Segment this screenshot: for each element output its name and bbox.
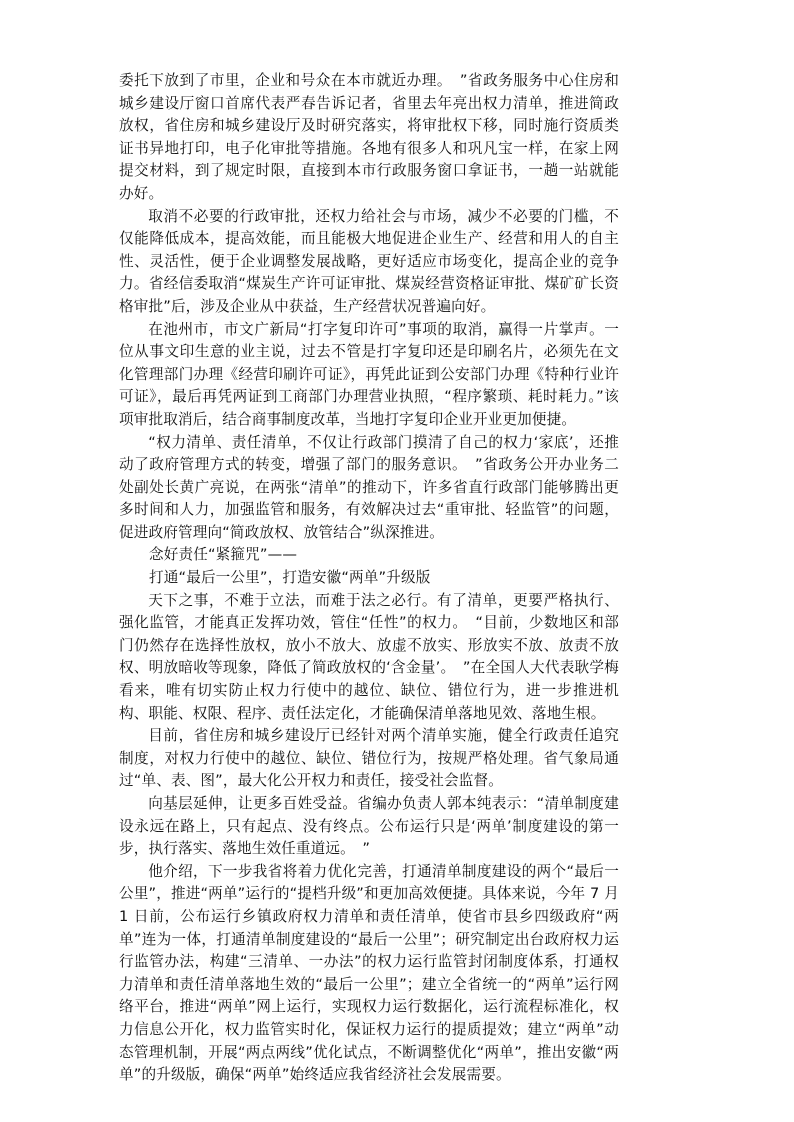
paragraph-1: 委托下放到了市里，企业和号众在本市就近办理。 ”省政务服务中心住房和城乡建设厅窗口首席代表严春告诉记者，省里去年亮出权力清单，推进简政放权，省住房和城乡建设厅及时研究落实，将审批权下移，同时施行资质类证书异地打印，电子化审批等措施。各地有很多人和巩凡宝一样，在家上网提交材料，到了规定时限，直接到本市行政服务窗口拿证书，一趟一站就能办好。: [119, 72, 619, 202]
paragraph-2: 取消不必要的行政审批，还权力给社会与市场，减少不必要的门槛，不仅能降低成本，提高效能，而且能极大地促进企业生产、经营和用人的自主性、灵活性，便于企业调整发展战略，更好适应市场变化，提高企业的竞争力。省经信委取消“煤炭生产许可证审批、煤炭经营资格证审批、煤矿矿长资格审批”后，涉及企业从中获益，生产经营状况普遍向好。: [119, 207, 619, 315]
paragraph-7: 向基层延伸，让更多百姓受益。省编办负责人郭本纯表示：“清单制度建设永远在路上，只有起点、没有终点。公布运行只是‘两单’制度建设的第一步，执行落实、落地生效任重道远。 ”: [119, 795, 619, 858]
document-page: [119, 70, 619, 1087]
section-subheading: 打通“最后一公里”，打造安徽“两单”升级版: [149, 569, 431, 587]
paragraph-6: 目前，省住房和城乡建设厅已经针对两个清单实施，健全行政责任追究制度，对权力行使中的越位、缺位、错位行为，按规严格处理。省气象局通过“单、表、图”，最大化公开权力和责任，接受社会监督。: [119, 727, 619, 790]
paragraph-3: 在池州市，市文广新局“打字复印许可”事项的取消，赢得一片掌声。一位从事文印生意的业主说，过去不管是打字复印还是印刷名片，必须先在文化管理部门办理《经营印刷许可证》，再凭此证到公安部门办理《特种行业许可证》，最后再凭两证到工商部门办理营业执照，“程序繁琐、耗时耗力。”该项审批取消后，结合商事制度改革，当地打字复印企业开业更加便捷。: [119, 320, 619, 428]
paragraph-5: 天下之事，不难于立法，而难于法之必行。有了清单，更要严格执行、强化监管，才能真正发挥功效，管住“任性”的权力。 “目前，少数地区和部门仍然存在选择性放权，放小不放大、放虚不放实、形放实不放、放责不放权、明放暗收等现象，降低了简政放权的‘含金量’。 ”在全国人大代表耿学梅看来，唯有切实防止权力行使中的越位、缺位、错位行为，进一步推进机构、职能、权限、程序、责任法定化，才能确保清单落地见效、落地生根。: [119, 591, 619, 722]
section-heading: 念好责任“紧箍咒”——: [149, 546, 298, 564]
paragraph-4: “权力清单、责任清单，不仅让行政部门摸清了自己的权力‘家底’，还推动了政府管理方式的转变，增强了部门的服务意识。 ”省政务公开办业务二处副处长黄广亮说，在两张“清单”的推动下，许多省直行政部门能够腾出更多时间和人力，加强监管和服务，有效解决过去“重审批、轻监管”的问题，促进政府管理向“简政放权、放管结合”纵深推进。: [119, 433, 619, 541]
paragraph-8: 他介绍，下一步我省将着力优化完善，打通清单制度建设的两个“最后一公里”，推进“两单”运行的“提档升级”和更加高效便捷。具体来说，今年 7 月 1 日前，公布运行乡镇政府权力清单和责任清单，使省市县乡四级政府“两单”连为一体，打通清单制度建设的“最后一公里”；研究制定出台政府权力运行监管办法，构建“三清单、一办法”的权力运行监管封闭制度体系，打通权力清单和责任清单落地生效的“最后一公里”；建立全省统一的“两单”运行网络平台，推进“两单”网上运行，实现权力运行数据化，运行流程标准化，权力信息公开化，权力监管实时化，保证权力运行的提质提效；建立“两单”动态管理机制，开展“两点两线”优化试点，不断调整优化“两单”，推出安徽“两单”的升级版，确保“两单”始终适应我省经济社会发展需要。: [119, 862, 619, 1084]
